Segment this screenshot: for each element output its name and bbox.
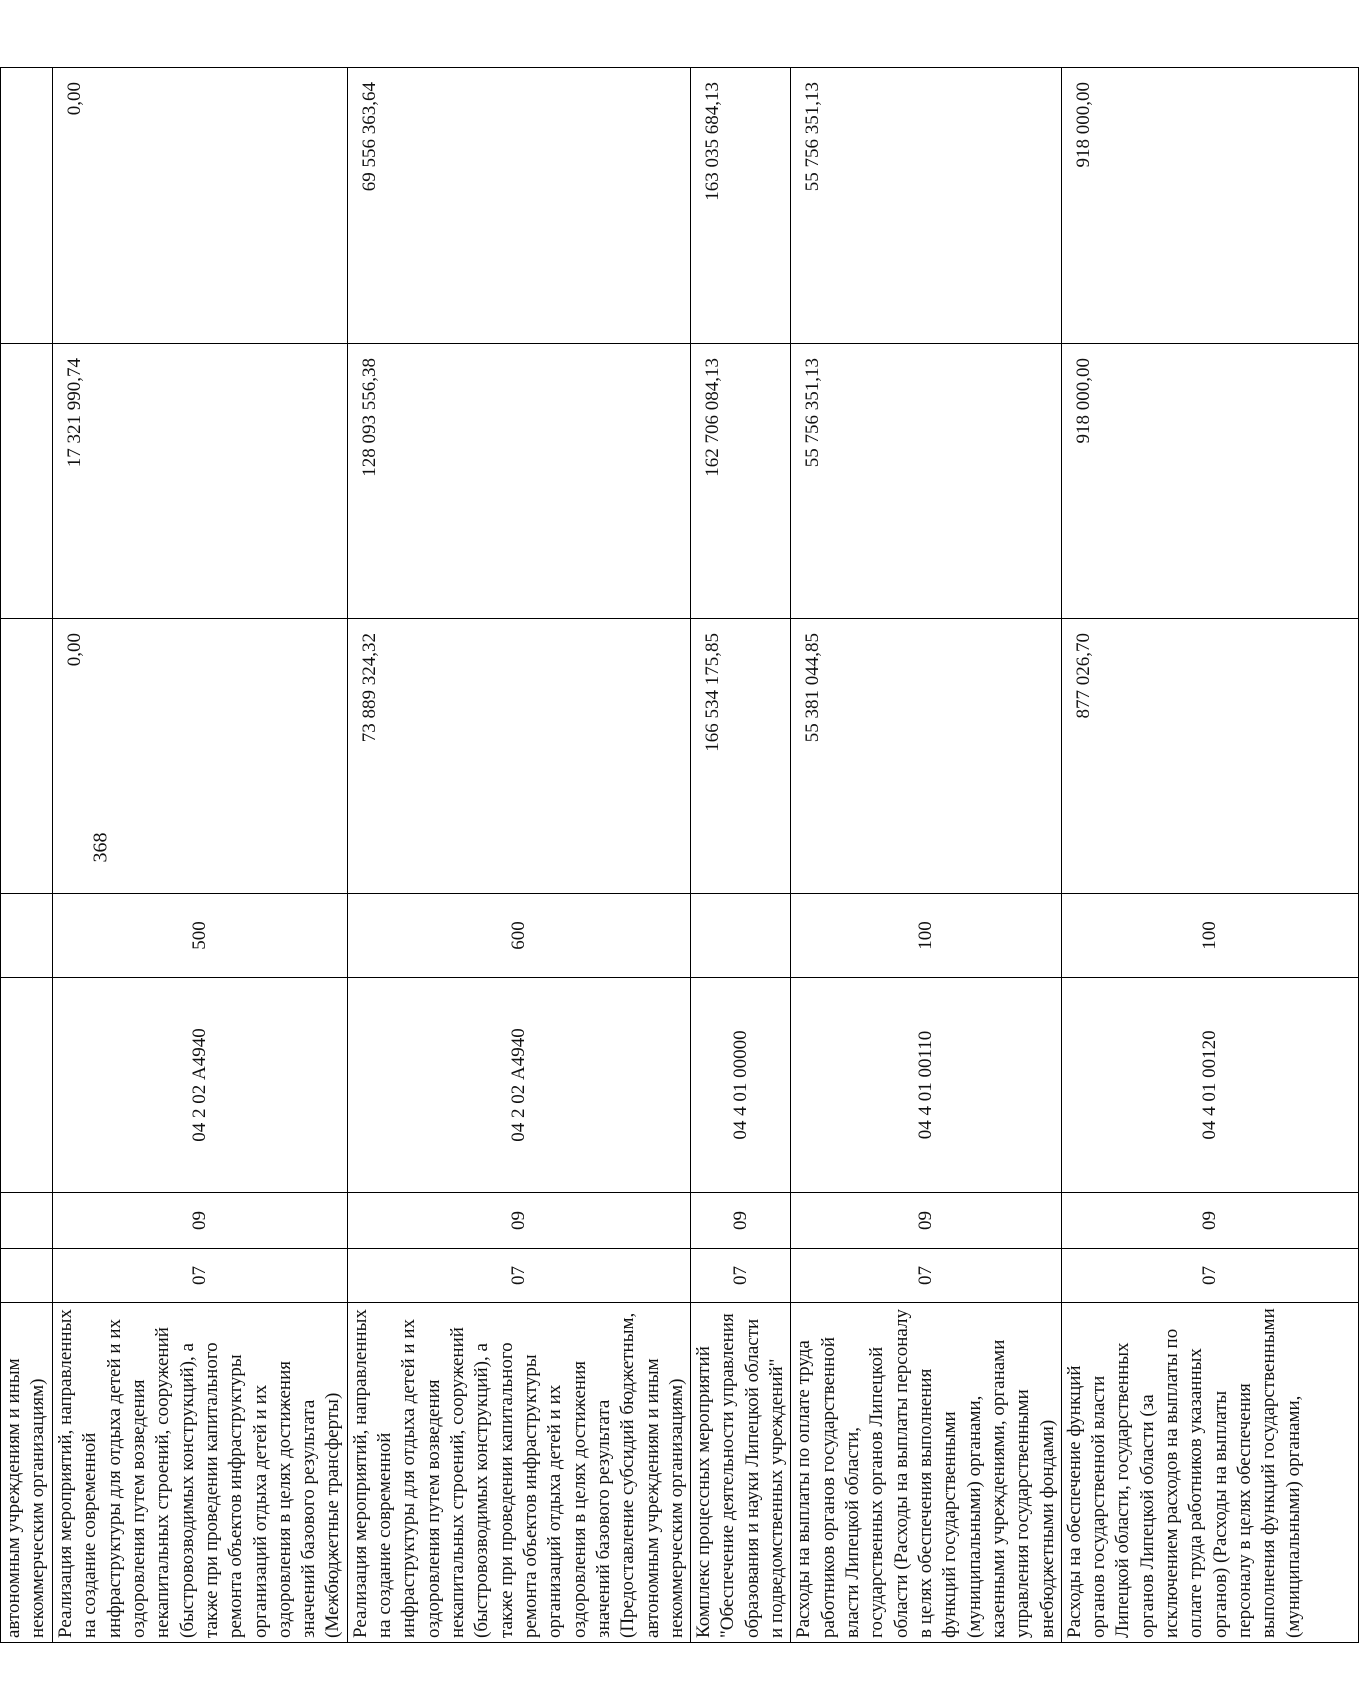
amount-col-1	[1, 619, 53, 894]
row-description: автономным учреждениям и иным некоммерческим организациям)	[1, 1303, 53, 1643]
section-code: 07	[791, 1249, 1061, 1303]
amount-col-2: 128 093 556,38	[347, 344, 690, 619]
table-row	[53, 68, 348, 1643]
subsection-code: 09	[347, 1193, 690, 1249]
row-description: Расходы на выплаты по оплате труда работников органов государственной власти Липецкой области, государственных органов Липецкой области (Расходы на выплаты персоналу в целях обеспечения выполнения функций государственными (муниципальными) органами, казенными учреждениями, органами управления государственными внебюджетными фондами)	[791, 1303, 1061, 1643]
amount-col-3: 55 756 351,13	[791, 68, 1061, 344]
amount-col-3: 163 035 684,13	[691, 68, 791, 344]
table-row	[1, 68, 53, 1643]
target-article-code: 04 2 02 А4940	[347, 978, 690, 1193]
section-code	[1, 1249, 53, 1303]
target-article-code	[1, 978, 53, 1193]
subsection-code: 09	[791, 1193, 1061, 1249]
amount-col-3: 918 000,00	[1061, 68, 1358, 344]
amount-col-2: 55 756 351,13	[791, 344, 1061, 619]
amount-col-3	[1, 68, 53, 344]
amount-col-1: 73 889 324,32	[347, 619, 690, 894]
budget-table	[0, 67, 1359, 1643]
subsection-code: 09	[1061, 1193, 1358, 1249]
row-description: Реализация мероприятий, направленных на создание современной инфраструктуры для отдыха детей и их оздоровления путем возведения некапитальных строений, сооружений (быстровозводимых конструкций), а также при проведении капитального ремонта объектов инфраструктуры организаций отдыха детей и их оздоровления в целях достижения значений базового результата (Межбюджетные трансферты)	[53, 1303, 348, 1643]
section-code: 07	[347, 1249, 690, 1303]
row-description: Комплекс процессных мероприятий "Обеспечение деятельности управления образования и науки Липецкой области и подведомственных учреждений"	[691, 1303, 791, 1643]
amount-col-1: 55 381 044,85	[791, 619, 1061, 894]
target-article-code: 04 2 02 А4940	[53, 978, 348, 1193]
subsection-code: 09	[53, 1193, 348, 1249]
amount-col-1: 0,00	[53, 619, 348, 894]
amount-col-1: 166 534 175,85	[691, 619, 791, 894]
table-row	[691, 68, 791, 1643]
amount-col-2	[1, 344, 53, 619]
expense-type-code	[1, 894, 53, 978]
expense-type-code: 100	[791, 894, 1061, 978]
section-code: 07	[1061, 1249, 1358, 1303]
expense-type-code: 100	[1061, 894, 1358, 978]
expense-type-code	[691, 894, 791, 978]
row-description: Расходы на обеспечение функций органов государственной власти Липецкой области, государственных органов Липецкой области (за исключением расходов на выплаты по оплате труда работников указанных органов) (Расходы на выплаты персоналу в целях обеспечения выполнения функций государственными (муниципальными) органами,	[1061, 1303, 1358, 1643]
amount-col-1: 877 026,70	[1061, 619, 1358, 894]
amount-col-2: 918 000,00	[1061, 344, 1358, 619]
target-article-code: 04 4 01 00000	[691, 978, 791, 1193]
row-description: Реализация мероприятий, направленных на создание современной инфраструктуры для отдыха детей и их оздоровления путем возведения некапитальных строений, сооружений (быстровозводимых конструкций), а также при проведении капитального ремонта объектов инфраструктуры организаций отдыха детей и их оздоровления в целях достижения значений базового результата (Предоставление субсидий бюджетным, автономным учреждениям и иным некоммерческим организациям)	[347, 1303, 690, 1643]
section-code: 07	[691, 1249, 791, 1303]
amount-col-2: 17 321 990,74	[53, 344, 348, 619]
subsection-code	[1, 1193, 53, 1249]
target-article-code: 04 4 01 00110	[791, 978, 1061, 1193]
subsection-code: 09	[691, 1193, 791, 1249]
expense-type-code: 600	[347, 894, 690, 978]
expense-type-code: 500	[53, 894, 348, 978]
table-row	[791, 68, 1061, 1643]
amount-col-3: 0,00	[53, 68, 348, 344]
amount-col-2: 162 706 084,13	[691, 344, 791, 619]
amount-col-3: 69 556 363,64	[347, 68, 690, 344]
section-code: 07	[53, 1249, 348, 1303]
target-article-code: 04 4 01 00120	[1061, 978, 1358, 1193]
page-number: 368	[89, 832, 112, 863]
table-row	[347, 68, 690, 1643]
rotated-table-wrapper	[0, 68, 1304, 1643]
table-row	[1061, 68, 1358, 1643]
